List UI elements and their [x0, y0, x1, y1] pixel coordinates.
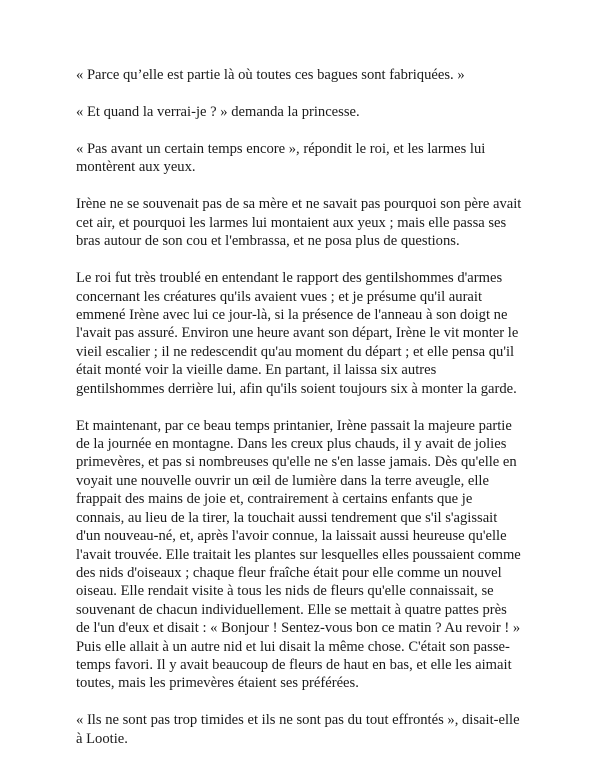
paragraph-5: Le roi fut très troublé en entendant le rapport des gentilshommes d'armes concernant les créatures qu'ils avaient vues ; et je présume qu'il aurait emmené Irène avec lui ce jour-là, si la présence de l'anneau à son doigt ne l'avait pas assuré. Environ une heure avant son départ, Irène le vit monter le vieil escalier ; il ne redescendit qu'au moment du départ ; et elle pensa qu'il était monté voir la vieille dame. En partant, il laissa six autres gentilshommes derrière lui, afin qu'ils soient toujours six à monter la garde.	[76, 270, 519, 397]
paragraph-7: « Ils ne sont pas trop timides et ils ne sont pas du tout effrontés », disait-elle à Lootie.	[76, 712, 520, 747]
paragraph-6: Et maintenant, par ce beau temps printanier, Irène passait la majeure partie de la journée en montagne. Dans les creux plus chauds, il y avait de jolies primevères, et pas si nombreuses qu'elle ne s'en lasse jamais. Dès qu'elle en voyait une nouvelle ouvrir un œil de lumière dans la terre aveugle, elle frappait des mains de joie et, contrairement à certains enfants que je connais, au lieu de la tirer, la touchait aussi tendrement que s'il s'agissait d'un nouveau-né, et, après l'avoir connue, la laissait aussi heureuse qu'elle l'avait trouvée. Elle traitait les plantes sur lesquelles elles poussaient comme des nids d'oiseaux ; chaque fleur fraîche était pour elle comme un nouvel oiseau. Elle rendait visite à tous les nids de fleurs qu'elle connaissait, se souvenant de chacun individuellement. Elle se mettait à quatre pattes près de l'un d'eux et disait : « Bonjour ! Sentez-vous bon ce matin ? Au revoir ! » Puis elle allait à un autre nid et lui disait la même chose. C'était son passe- temps favori. Il y avait beaucoup de fleurs de haut en bas, et elle les aimait toutes, mais les primevères étaient ses préférées.	[76, 417, 521, 692]
paragraph-3: « Pas avant un certain temps encore », répondit le roi, et les larmes lui montèrent aux yeux.	[76, 141, 486, 176]
paragraph-2: « Et quand la verrai-je ? » demanda la princesse.	[76, 104, 360, 120]
document-page	[76, 66, 534, 767]
paragraph-4: Irène ne se souvenait pas de sa mère et ne savait pas pourquoi son père avait cet air, et pourquoi les larmes lui montaient aux yeux ; mais elle passa ses bras autour de son cou et l'embrassa, et ne posa plus de questions.	[76, 196, 522, 250]
paragraph-1: « Parce qu’elle est partie là où toutes ces bagues sont fabriquées. »	[76, 67, 465, 83]
